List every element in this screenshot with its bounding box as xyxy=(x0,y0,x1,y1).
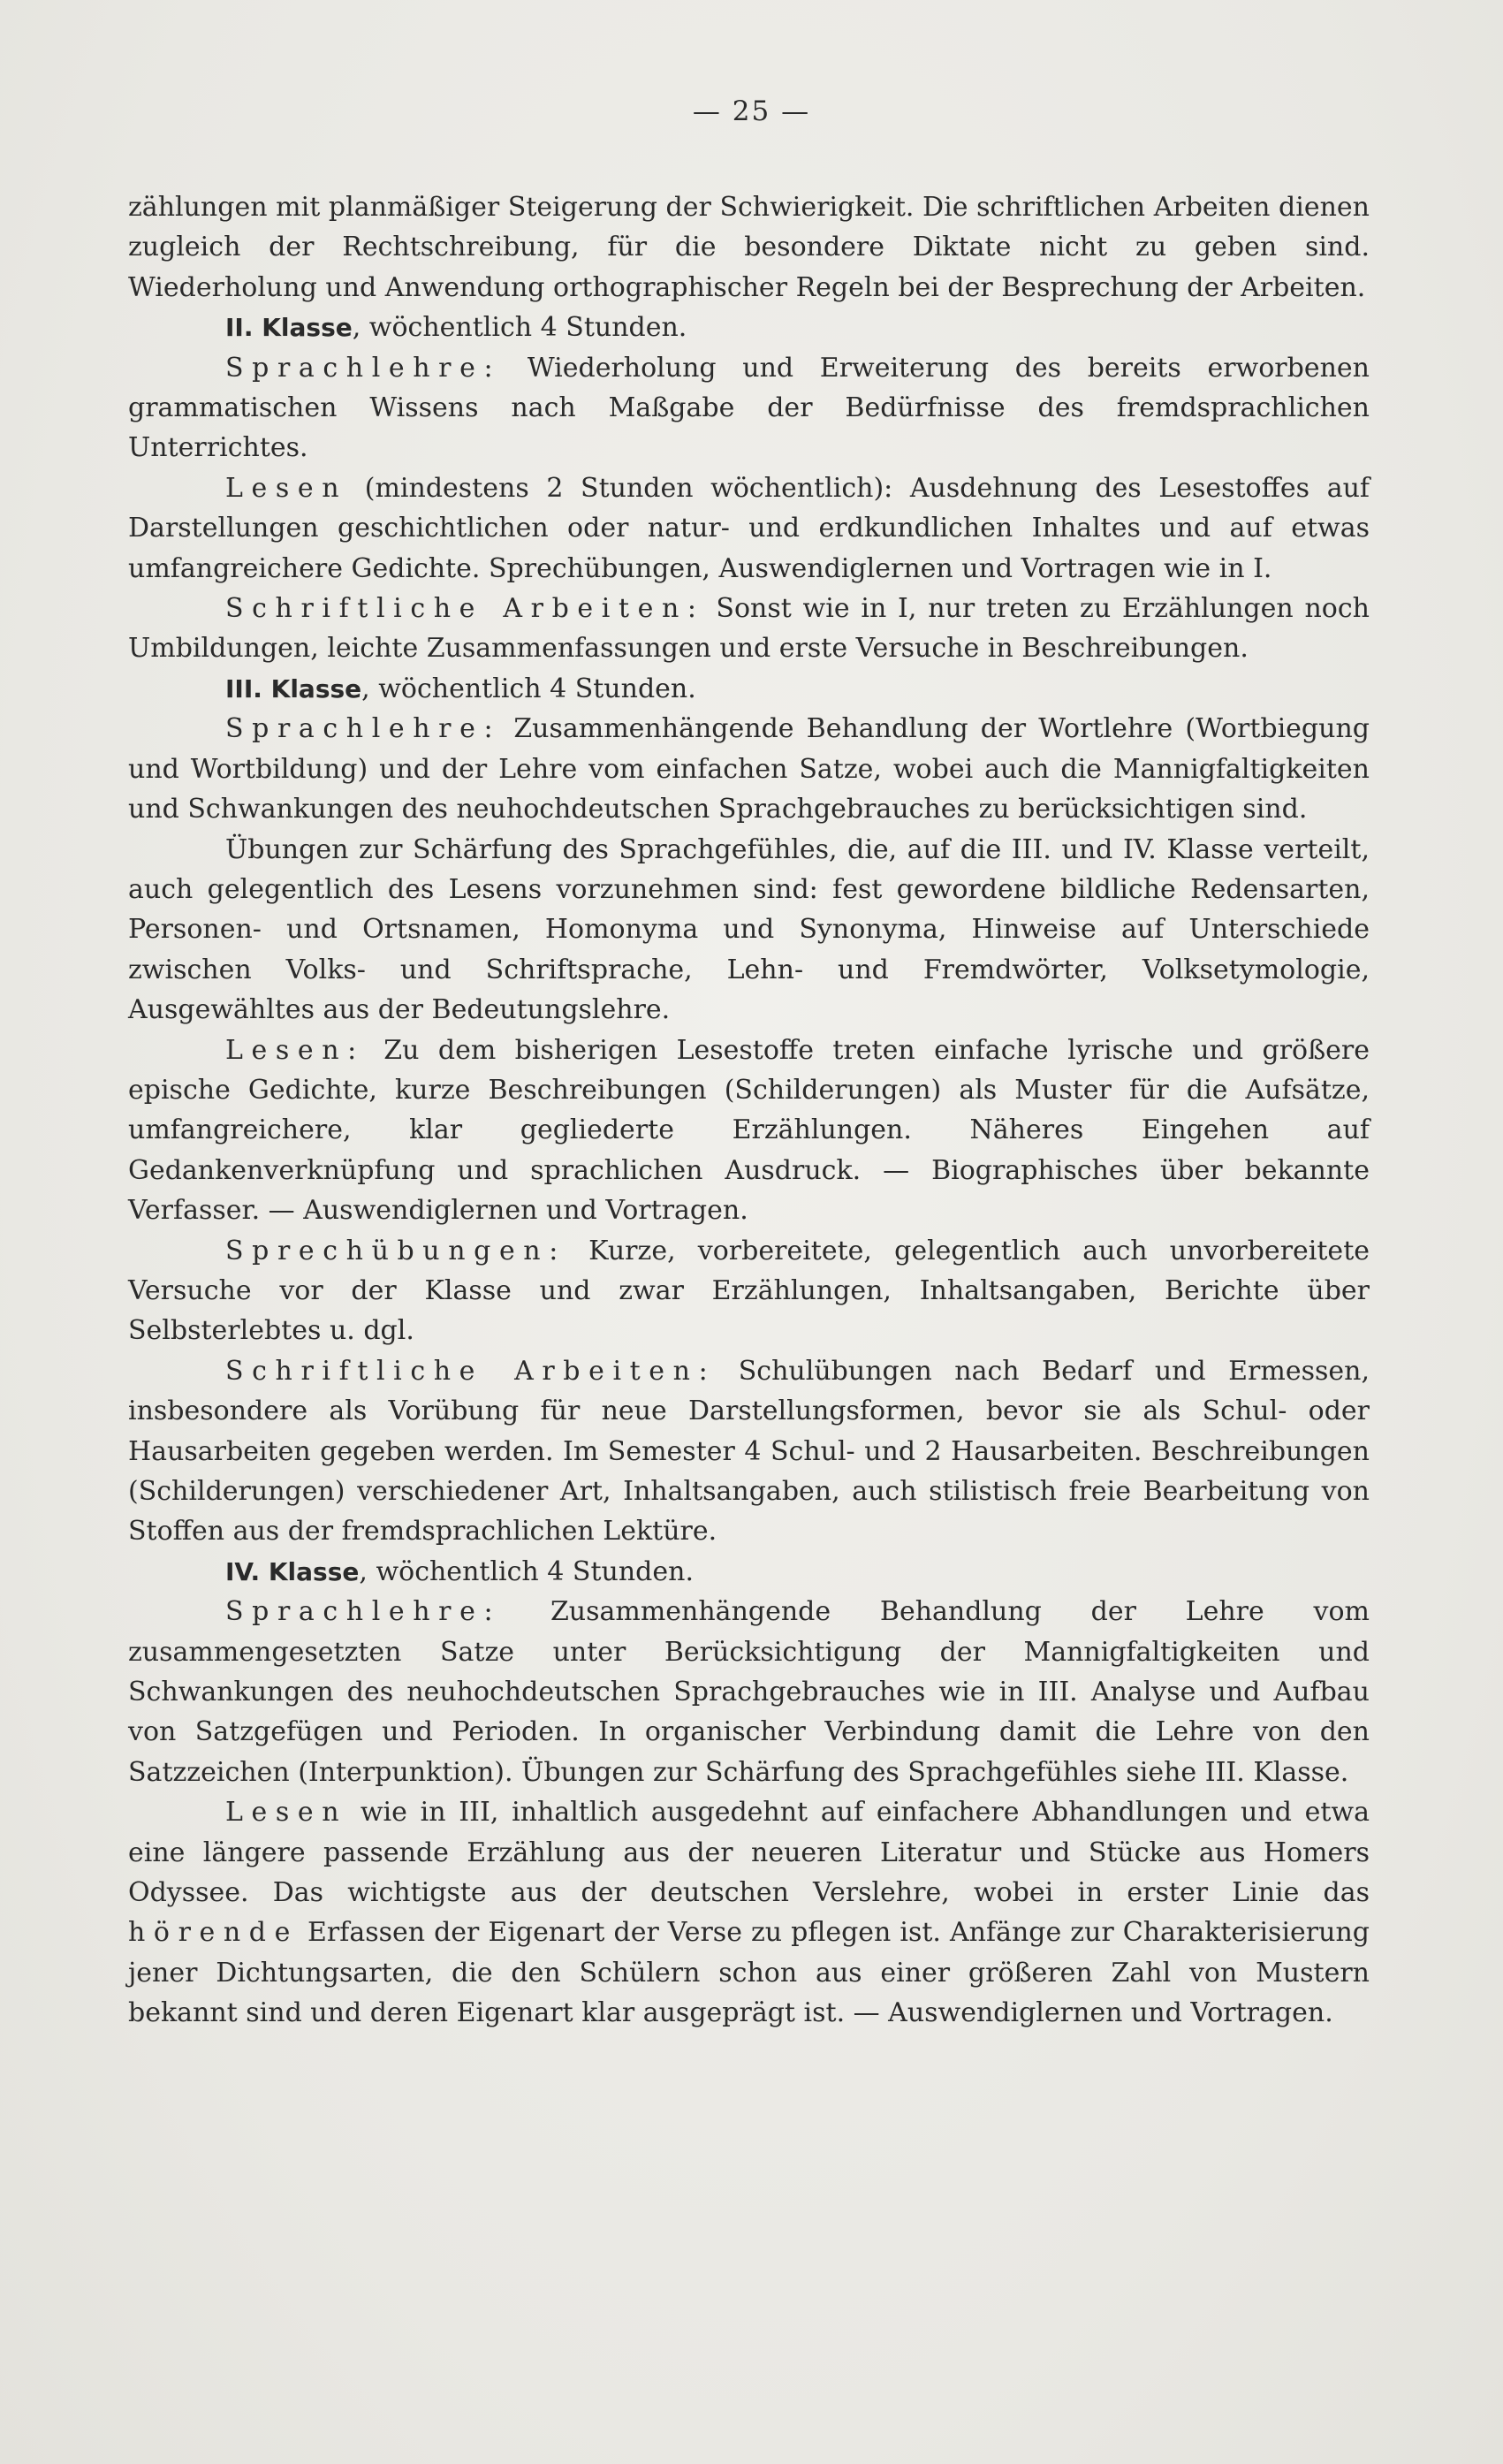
paragraph-continuation: zählungen mit planmäßiger Steigerung der Schwierigkeit. Die schriftlichen Arbeiten dienen zugleich der Rechtschreibung, für die besondere Diktate nicht zu geben sind. Wiederholung und Anwendung orthographischer Regeln bei der Besprechung der Arbeiten. xyxy=(128,192,1370,303)
paragraph-schriftliche-arbeiten-2: Schriftliche Arbeiten: Sonst wie in I, nur treten zu Erzählungen noch Umbildungen, leichte Zusammenfassungen und erste Versuche in Beschreibungen. xyxy=(128,593,1370,665)
paragraph-sprachlehre-3: Sprachlehre: Zusammenhängende Behandlung der Wortlehre (Wortbiegung und Wortbildung) und der Lehre vom einfachen Satze, wobei auch die Mannigfaltigkeiten und Schwankungen des neuhochdeutschen Sprachgebrauches zu berücksichtigen sind. xyxy=(128,713,1370,825)
paragraph-lesen-3: Lesen: Zu dem bisherigen Lesestoffe treten einfache lyrische und größere epische Gedichte, kurze Beschreibungen (Schilderungen) als Muster für die Aufsätze, umfangreichere, klar gegliederte Erzählungen. Näheres Eingehen auf Gedankenverknüpfung und sprachlichen Ausdruck. — Biographisches über bekannte Verfasser. — Auswendiglernen und Vortragen. xyxy=(128,1034,1370,1227)
emphasis-hoerende: hörende xyxy=(128,1917,299,1949)
paragraph-schriftliche-arbeiten-3: Schriftliche Arbeiten: Schulübungen nach Bedarf und Ermessen, insbesondere als Vorübung für neue Darstellungsformen, bevor sie als Schul- oder Hausarbeiten gegeben werden. Im Semester 4 Schul- und 2 Hausarbeiten. Beschreibungen (Schilderungen) verschiedener Art, Inhaltsangaben, auch stilistisch freie Bearbeitung von Stoffen aus der fremdsprachlichen Lektüre. xyxy=(128,1355,1370,1548)
body-text xyxy=(128,187,1370,2034)
section-heading-class-3: III. Klasse, wöchentlich 4 Stunden. xyxy=(225,673,696,704)
page-number: — 25 — xyxy=(692,95,811,127)
section-heading-class-4: IV. Klasse, wöchentlich 4 Stunden. xyxy=(225,1555,694,1587)
paragraph-lesen-4: Lesen wie in III, inhaltlich ausgedehnt auf einfachere Abhandlungen und etwa eine längere passende Erzählung aus der neueren Literatur und Stücke aus Homers Odyssee. Das wichtigste aus der deutschen Verslehre, wobei in erster Linie das hörende Erfassen der Eigenart der Verse zu pflegen ist. Anfänge zur Charakterisierung jener Dichtungsarten, die den Schülern schon aus einer größeren Zahl von Mustern bekannt sind und deren Eigenart klar ausgeprägt ist. — Auswendiglernen und Vortragen. xyxy=(128,1797,1370,2029)
paragraph-sprechuebungen-3: Sprechübungen: Kurze, vorbereitete, gelegentlich auch unvorbereitete Versuche vor der Klasse und zwar Erzählungen, Inhaltsangaben, Berichte über Selbsterlebtes u. dgl. xyxy=(128,1235,1370,1347)
paragraph-sprachlehre-2: Sprachlehre: Wiederholung und Erweiterung des bereits erworbenen grammatischen Wissens nach Maßgabe der Bedürfnisse des fremdsprachlichen Unterrichtes. xyxy=(128,352,1370,464)
paragraph-sprachlehre-4: Sprachlehre: Zusammenhängende Behandlung der Lehre vom zusammengesetzten Satze unter Berücksichtigung der Mannigfaltigkeiten und Schwankungen des neuhochdeutschen Sprachgebrauches wie in III. Analyse und Aufbau von Satzgefügen und Perioden. In organischer Verbindung damit die Lehre von den Satzzeichen (Interpunktion). Übungen zur Schärfung des Sprachgefühles siehe III. Klasse. xyxy=(128,1596,1370,1788)
section-heading-class-2: II. Klasse, wöchentlich 4 Stunden. xyxy=(225,312,687,344)
paragraph-lesen-2: Lesen (mindestens 2 Stunden wöchentlich): Ausdehnung des Lesestoffes auf Darstellungen geschichtlichen oder natur- und erdkundlichen Inhaltes und auf etwas umfangreichere Gedichte. Sprechübungen, Auswendiglernen und Vortragen wie in I. xyxy=(128,472,1370,584)
paragraph-uebungen-3: Übungen zur Schärfung des Sprachgefühles, die, auf die III. und IV. Klasse verteilt, auch gelegentlich des Lesens vorzunehmen sind: fest gewordene bildliche Redensarten, Personen- und Ortsnamen, Homonyma und Synonyma, Hinweise auf Unterschiede zwischen Volks- und Schriftsprache, Lehn- und Fremdwörter, Volksetymologie, Ausgewähltes aus der Bedeutungslehre. xyxy=(128,833,1370,1026)
